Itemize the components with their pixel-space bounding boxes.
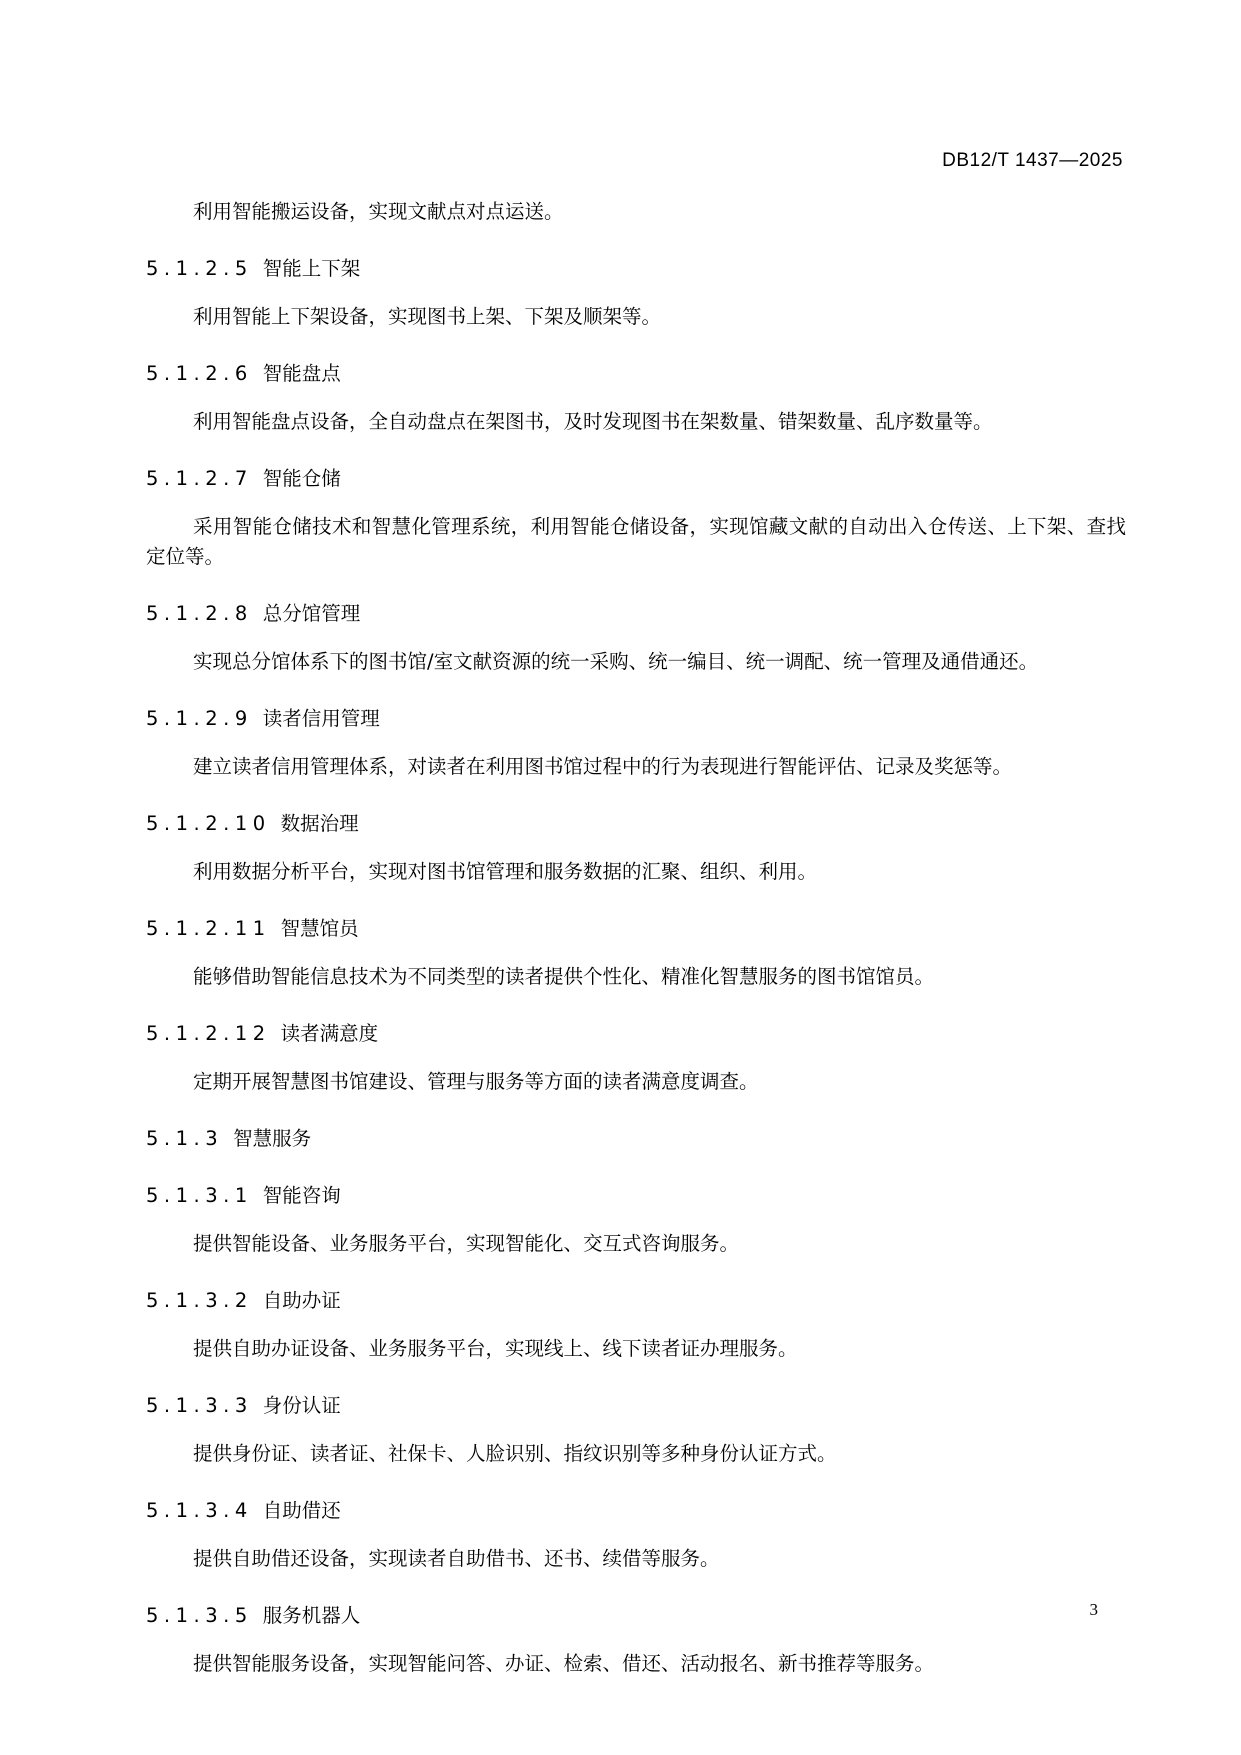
section-title: 读者满意度 <box>280 1022 379 1045</box>
paragraph: 采用智能仓储技术和智慧化管理系统，利用智能仓储设备，实现馆藏文献的自动出入仓传送、上下架、查找定位等。 <box>146 515 1126 568</box>
section-number: 5.1.3.1 <box>146 1184 253 1207</box>
section-number: 5.1.3.3 <box>146 1394 253 1417</box>
section-heading <box>146 1019 1126 1049</box>
section-title: 读者信用管理 <box>262 707 380 730</box>
section-heading <box>146 704 1126 734</box>
section-title: 数据治理 <box>280 812 359 835</box>
section-title: 智能仓储 <box>262 467 341 490</box>
section-number: 5.1.2.11 <box>146 917 271 940</box>
section-title: 智能盘点 <box>262 362 341 385</box>
section-number: 5.1.2.9 <box>146 707 253 730</box>
section-number: 5.1.2.12 <box>146 1022 271 1045</box>
document-body <box>146 197 1126 1679</box>
section-number: 5.1.2.6 <box>146 362 253 385</box>
section-number: 5.1.3 <box>146 1127 224 1150</box>
section-title: 智慧服务 <box>233 1127 312 1150</box>
paragraph: 能够借助智能信息技术为不同类型的读者提供个性化、精准化智慧服务的图书馆馆员。 <box>193 965 935 988</box>
paragraph: 利用智能搬运设备，实现文献点对点运送。 <box>193 200 564 223</box>
section-heading <box>146 1496 1126 1526</box>
section-heading <box>146 914 1126 944</box>
section-heading <box>146 359 1126 389</box>
section-title: 总分馆管理 <box>262 602 361 625</box>
section-heading <box>146 254 1126 284</box>
paragraph: 提供智能设备、业务服务平台，实现智能化、交互式咨询服务。 <box>193 1232 740 1255</box>
section-title: 智能上下架 <box>262 257 361 280</box>
paragraph: 提供智能服务设备，实现智能问答、办证、检索、借还、活动报名、新书推荐等服务。 <box>193 1652 935 1675</box>
section-number: 5.1.2.5 <box>146 257 253 280</box>
paragraph: 定期开展智慧图书馆建设、管理与服务等方面的读者满意度调查。 <box>193 1070 759 1093</box>
section-title: 智慧馆员 <box>280 917 359 940</box>
section-heading <box>146 809 1126 839</box>
section-number: 5.1.3.4 <box>146 1499 253 1522</box>
paragraph: 利用智能盘点设备，全自动盘点在架图书，及时发现图书在架数量、错架数量、乱序数量等。 <box>193 410 993 433</box>
section-heading <box>146 1286 1126 1316</box>
paragraph: 提供身份证、读者证、社保卡、人脸识别、指纹识别等多种身份认证方式。 <box>193 1442 837 1465</box>
section-heading <box>146 1601 1126 1631</box>
section-title: 自助办证 <box>262 1289 341 1312</box>
document-code: DB12/T 1437—2025 <box>942 150 1123 171</box>
section-title: 自助借还 <box>262 1499 341 1522</box>
paragraph: 利用智能上下架设备，实现图书上架、下架及顺架等。 <box>193 305 662 328</box>
paragraph: 提供自助办证设备、业务服务平台，实现线上、线下读者证办理服务。 <box>193 1337 798 1360</box>
section-title: 服务机器人 <box>262 1604 361 1627</box>
section-number: 5.1.2.10 <box>146 812 271 835</box>
section-number: 5.1.3.5 <box>146 1604 253 1627</box>
section-heading <box>146 1181 1126 1211</box>
section-title: 智能咨询 <box>262 1184 341 1207</box>
paragraph: 建立读者信用管理体系，对读者在利用图书馆过程中的行为表现进行智能评估、记录及奖惩等。 <box>193 755 1013 778</box>
section-heading <box>146 1391 1126 1421</box>
section-title: 身份认证 <box>262 1394 341 1417</box>
section-number: 5.1.2.8 <box>146 602 253 625</box>
section-heading <box>146 599 1126 629</box>
paragraph: 提供自助借还设备，实现读者自助借书、还书、续借等服务。 <box>193 1547 720 1570</box>
paragraph: 实现总分馆体系下的图书馆/室文献资源的统一采购、统一编目、统一调配、统一管理及通借通还。 <box>193 650 1039 673</box>
paragraph: 利用数据分析平台，实现对图书馆管理和服务数据的汇聚、组织、利用。 <box>193 860 818 883</box>
section-number: 5.1.2.7 <box>146 467 253 490</box>
section-heading <box>146 464 1126 494</box>
section-heading <box>146 1124 1126 1154</box>
section-number: 5.1.3.2 <box>146 1289 253 1312</box>
page-number: 3 <box>1089 1600 1098 1619</box>
